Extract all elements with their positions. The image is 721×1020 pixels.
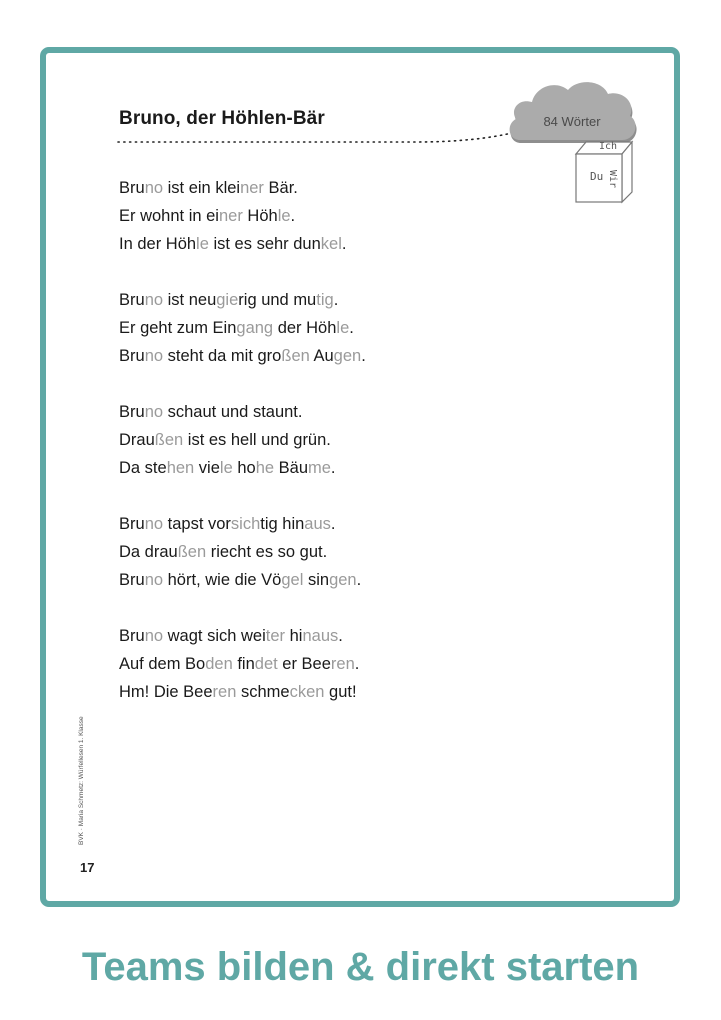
syllable-highlight: gie	[216, 291, 239, 309]
story-text	[119, 174, 366, 734]
page-number: 17	[80, 860, 95, 875]
text-segment: gut!	[324, 683, 357, 701]
story-line	[119, 426, 366, 454]
text-segment: .	[361, 347, 366, 365]
story-line	[119, 454, 366, 482]
syllable-highlight: ßen	[154, 431, 184, 449]
text-segment: Bru	[119, 291, 145, 309]
text-segment: In der Höh	[119, 235, 197, 253]
text-segment: Bru	[119, 627, 145, 645]
syllable-highlight: le	[219, 459, 233, 477]
text-segment: Drau	[119, 431, 155, 449]
word-count-label: 84 Wörter	[543, 114, 601, 129]
syllable-highlight: le	[336, 319, 350, 337]
stanza	[119, 286, 366, 370]
banner-headline: Teams bilden & direkt starten	[81, 945, 640, 989]
story-line	[119, 398, 366, 426]
syllable-highlight: gen	[333, 347, 362, 365]
syllable-highlight: sich	[230, 515, 261, 533]
text-segment: Auf dem Bo	[119, 655, 206, 673]
text-segment: Bru	[119, 571, 145, 589]
text-segment: wagt sich wei	[163, 627, 266, 645]
text-segment: schme	[236, 683, 290, 701]
syllable-highlight: ßen	[281, 347, 310, 365]
text-segment: .	[341, 235, 347, 253]
syllable-highlight: ren	[212, 683, 237, 701]
syllable-highlight: no	[144, 179, 164, 197]
text-segment: riecht es so gut.	[206, 543, 328, 561]
text-segment: Bru	[119, 515, 145, 533]
cube-face-top: Ich	[599, 141, 618, 152]
story-line	[119, 622, 366, 650]
syllable-highlight: ner	[218, 207, 243, 225]
stanza	[119, 398, 366, 482]
text-segment: .	[354, 655, 360, 673]
syllable-highlight: ner	[240, 179, 264, 197]
text-segment: tapst vor	[163, 515, 231, 533]
text-segment: Bär.	[263, 179, 298, 197]
dotted-divider	[116, 122, 536, 152]
text-segment: rig und mu	[238, 291, 317, 309]
syllable-highlight: gel	[281, 571, 304, 589]
syllable-highlight: hen	[166, 459, 195, 477]
stanza	[119, 510, 366, 594]
text-segment: Er wohnt in ei	[119, 207, 219, 225]
cube-face-front: Du	[590, 170, 604, 183]
text-segment: .	[338, 627, 343, 645]
syllable-highlight: no	[144, 347, 164, 365]
text-segment: tig hin	[260, 515, 305, 533]
story-line	[119, 174, 366, 202]
syllable-highlight: cken	[289, 683, 325, 701]
text-segment: ist neu	[163, 291, 217, 309]
syllable-highlight: ren	[330, 655, 355, 673]
story-line	[119, 566, 366, 594]
text-segment: ho	[232, 459, 256, 477]
text-segment: Bru	[119, 403, 145, 421]
text-segment: .	[330, 459, 336, 477]
syllable-highlight: no	[144, 291, 164, 309]
syllable-highlight: tig	[316, 291, 334, 309]
syllable-highlight: he	[255, 459, 275, 477]
text-segment: fin	[232, 655, 255, 673]
text-segment: Au	[309, 347, 334, 365]
story-line	[119, 202, 366, 230]
syllable-highlight: naus	[302, 627, 339, 645]
text-segment: er Bee	[277, 655, 331, 673]
syllable-highlight: gen	[329, 571, 357, 589]
text-segment: Hm! Die Bee	[119, 683, 213, 701]
story-line	[119, 230, 366, 258]
syllable-highlight: le	[196, 235, 209, 253]
syllable-highlight: aus	[304, 515, 331, 533]
syllable-highlight: le	[277, 207, 291, 225]
side-credit: BVK · Maria Schmetz: Würfellesen 1. Klasse	[78, 716, 85, 845]
text-segment: der Höh	[273, 319, 337, 337]
syllable-highlight: no	[144, 403, 164, 421]
stanza	[119, 174, 366, 258]
text-segment: Bru	[119, 347, 145, 365]
text-segment: hört, wie die Vö	[163, 571, 282, 589]
syllable-highlight: no	[144, 627, 164, 645]
syllable-highlight: ßen	[177, 543, 207, 561]
text-segment: ist es hell und grün.	[183, 431, 331, 449]
text-segment: Bru	[119, 179, 145, 197]
text-segment: .	[333, 291, 339, 309]
story-title: Bruno, der Höhlen-Bär	[119, 108, 325, 129]
text-segment: .	[330, 515, 336, 533]
story-line	[119, 538, 366, 566]
cube-face-side: Wir	[607, 170, 618, 189]
stanza	[119, 622, 366, 706]
story-line	[119, 314, 366, 342]
text-segment: sin	[303, 571, 330, 589]
text-segment: vie	[194, 459, 220, 477]
text-segment: hi	[285, 627, 303, 645]
syllable-highlight: det	[254, 655, 278, 673]
syllable-highlight: no	[144, 515, 164, 533]
story-line	[119, 678, 366, 706]
text-segment: ist ein klei	[163, 179, 241, 197]
text-segment: steht da mit gro	[163, 347, 282, 365]
syllable-highlight: kel	[320, 235, 342, 253]
syllable-highlight: gang	[236, 319, 274, 337]
syllable-highlight: no	[144, 571, 164, 589]
story-line	[119, 286, 366, 314]
text-segment: Bäu	[274, 459, 308, 477]
text-segment: Da ste	[119, 459, 167, 477]
story-line	[119, 650, 366, 678]
text-segment: .	[349, 319, 354, 337]
text-segment: .	[356, 571, 362, 589]
syllable-highlight: ter	[265, 627, 286, 645]
text-segment: schaut und staunt.	[163, 403, 303, 421]
text-segment: Da drau	[119, 543, 178, 561]
story-line	[119, 342, 366, 370]
syllable-highlight: me	[308, 459, 331, 477]
text-segment: ist es sehr dun	[208, 235, 321, 253]
story-line	[119, 510, 366, 538]
syllable-highlight: den	[205, 655, 233, 673]
text-segment: Er geht zum Ein	[119, 319, 237, 337]
text-segment: .	[290, 207, 296, 225]
text-segment: Höh	[242, 207, 278, 225]
